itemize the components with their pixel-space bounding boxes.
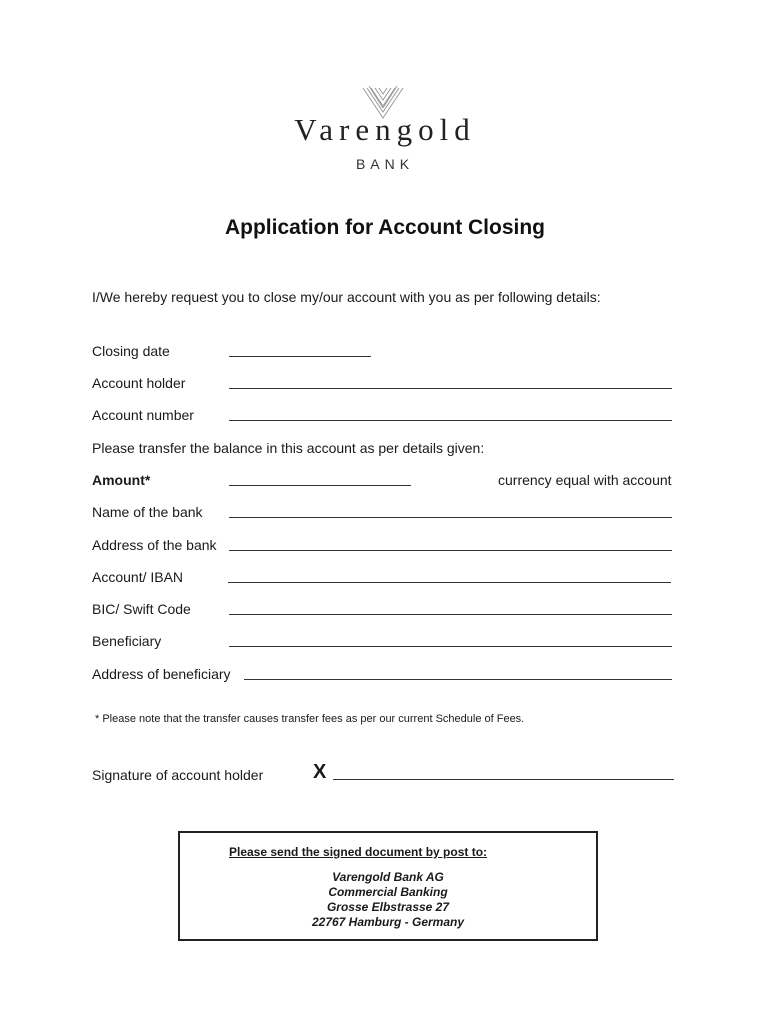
address-line-city: 22767 Hamburg - Germany <box>311 915 465 929</box>
account-holder-field[interactable] <box>229 388 672 389</box>
intro-text: I/We hereby request you to close my/our account with you as per following details: <box>92 289 601 305</box>
bank-address-label: Address of the bank <box>92 537 217 553</box>
closing-date-label: Closing date <box>92 343 170 359</box>
fee-note: * Please note that the transfer causes transfer fees as per our current Schedule of Fees. <box>95 713 525 725</box>
signature-field[interactable] <box>333 779 674 780</box>
iban-label: Account/ IBAN <box>92 569 184 585</box>
bank-name-field[interactable] <box>229 517 672 518</box>
post-box-heading: Please send the signed document by post to: <box>229 845 488 859</box>
account-number-field[interactable] <box>229 420 672 421</box>
address-line-street: Grosse Elbstrasse 27 <box>326 900 450 914</box>
bic-field[interactable] <box>229 614 672 615</box>
address-line-department: Commercial Banking <box>328 885 448 899</box>
transfer-note: Please transfer the balance in this account as per details given: <box>92 440 485 456</box>
iban-field[interactable] <box>228 582 671 583</box>
beneficiary-address-field[interactable] <box>244 679 672 680</box>
bank-name-label: Name of the bank <box>92 504 203 520</box>
beneficiary-label: Beneficiary <box>92 633 162 649</box>
beneficiary-address-label: Address of beneficiary <box>92 666 231 682</box>
closing-date-field[interactable] <box>229 356 371 357</box>
signature-label: Signature of account holder <box>92 767 264 783</box>
currency-note: currency equal with account <box>498 472 672 488</box>
amount-field[interactable] <box>229 485 411 486</box>
beneficiary-field[interactable] <box>229 646 672 647</box>
signature-x-mark: X <box>313 761 327 783</box>
amount-label: Amount* <box>92 472 151 488</box>
bic-label: BIC/ Swift Code <box>92 601 191 617</box>
logo-subtitle: BANK <box>355 156 415 172</box>
address-line-company: Varengold Bank AG <box>332 870 444 884</box>
logo-name: Varengold <box>294 112 476 147</box>
account-number-label: Account number <box>92 407 194 423</box>
page-title: Application for Account Closing <box>224 216 546 239</box>
bank-address-field[interactable] <box>229 550 672 551</box>
account-holder-label: Account holder <box>92 375 186 391</box>
